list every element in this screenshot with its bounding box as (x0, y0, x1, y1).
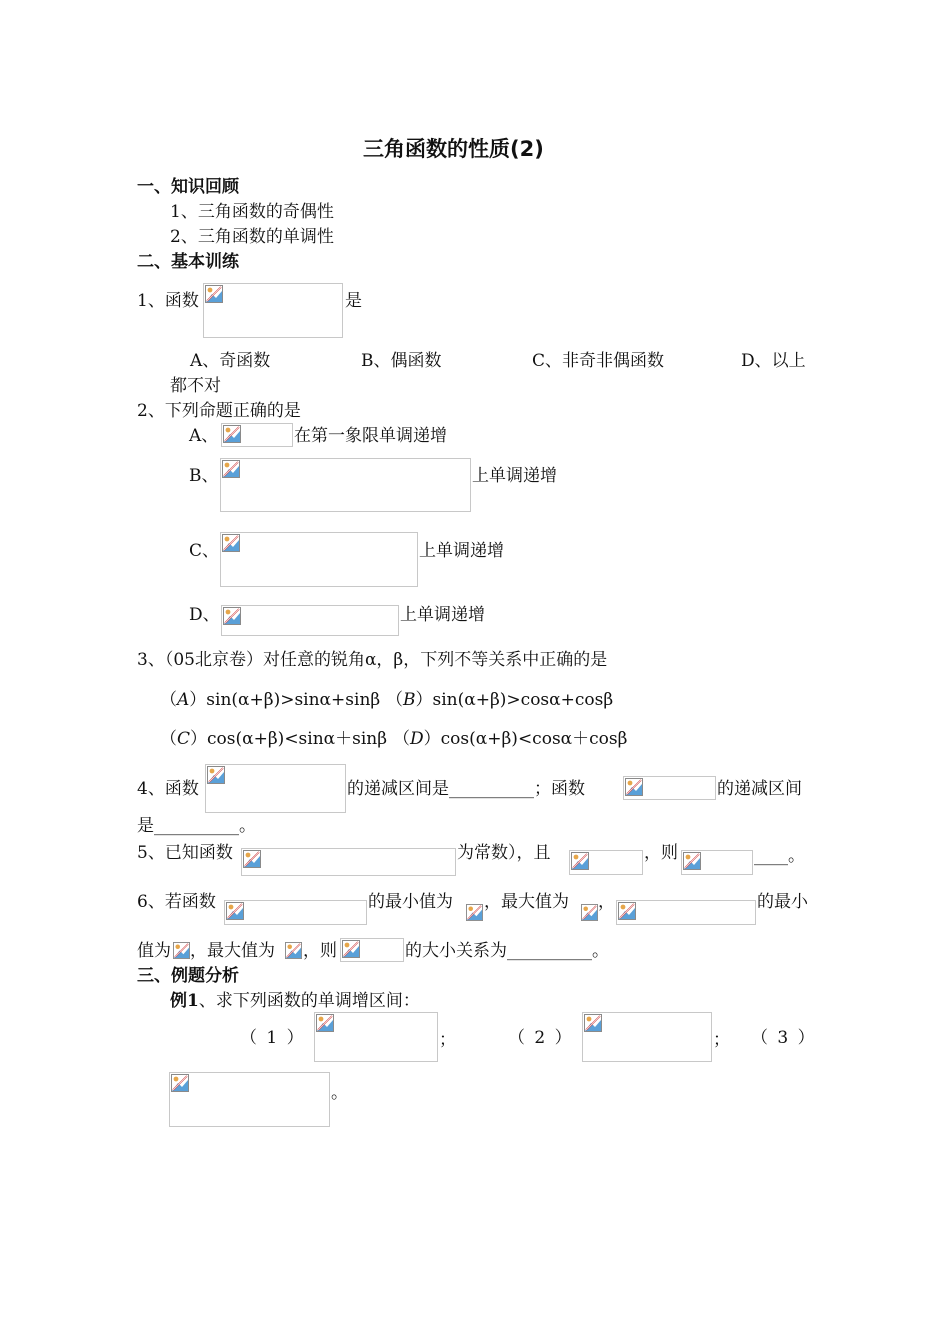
q5-prefix: 5、已知函数 (137, 843, 233, 863)
q1-option-d-wrap: 都不对 (170, 376, 221, 396)
q2-d-text: 上单调递增 (400, 605, 485, 625)
q5-mid1: 为常数），且 (457, 843, 551, 863)
formula-image (173, 942, 190, 959)
q3-option-b: （B）sin(α+β)>cosα+cosβ (386, 690, 614, 710)
formula-image (681, 850, 753, 875)
q3-option-d: （D）cos(α+β)<cosα＋cosβ (393, 729, 628, 749)
page-title: 三角函数的性质(2) (363, 137, 544, 161)
formula-image (623, 776, 716, 800)
broken-image-icon (243, 850, 261, 868)
formula-image (581, 904, 598, 921)
example-end: 。 (331, 1083, 348, 1103)
formula-image (221, 423, 293, 447)
q6-mid1: 的最小值为 (368, 892, 453, 912)
q2-a-text: 在第一象限单调递增 (294, 426, 447, 446)
q4-mid: 的递减区间是__________；函数 (347, 779, 585, 799)
q4-prefix: 4、函数 (137, 779, 199, 799)
q4-wrap: 是__________。 (137, 816, 256, 836)
q6-prefix: 6、若函数 (137, 892, 216, 912)
broken-image-icon (625, 778, 643, 796)
q2-stem: 2、下列命题正确的是 (137, 401, 301, 421)
broken-image-icon (205, 285, 223, 303)
broken-image-icon (226, 902, 244, 920)
broken-image-icon (285, 942, 302, 959)
broken-image-icon (223, 607, 241, 625)
q1-option-b: B、偶函数 (361, 351, 442, 371)
formula-image (285, 942, 302, 959)
formula-image (205, 764, 346, 813)
formula-image (582, 1012, 712, 1062)
q1-suffix: 是 (345, 291, 362, 311)
broken-image-icon (466, 904, 483, 921)
broken-image-icon (618, 902, 636, 920)
review-item-1: 1、三角函数的奇偶性 (170, 202, 334, 222)
q6-line2b: ，最大值为 (190, 941, 275, 961)
formula-image (241, 848, 456, 876)
example-sep-2: ； (713, 1030, 730, 1050)
q1-option-d: D、以上 (741, 351, 806, 371)
broken-image-icon (222, 534, 240, 552)
example-part-1-label: （ 1 ） (240, 1028, 306, 1048)
section-heading-review: 一、知识回顾 (137, 177, 239, 197)
q2-a-label: A、 (189, 426, 219, 446)
q1-option-c: C、非奇非偶函数 (532, 351, 665, 371)
review-item-2: 2、三角函数的单调性 (170, 227, 334, 247)
broken-image-icon (342, 940, 360, 958)
q6-mid2: ，最大值为 (484, 892, 569, 912)
broken-image-icon (581, 904, 598, 921)
broken-image-icon (173, 942, 190, 959)
q5-mid2: ，则 (644, 843, 678, 863)
q6-line2d: 的大小关系为__________。 (405, 941, 609, 961)
broken-image-icon (223, 425, 241, 443)
broken-image-icon (584, 1014, 602, 1032)
example-part-3-label: （ 3 ） (751, 1028, 817, 1048)
example-part-2-label: （ 2 ） (508, 1028, 574, 1048)
q3-option-c: （C）cos(α+β)<sinα＋sinβ (160, 729, 388, 749)
broken-image-icon (571, 852, 589, 870)
q2-d-label: D、 (189, 605, 220, 625)
formula-image (169, 1072, 330, 1127)
q1-prefix: 1、函数 (137, 291, 199, 311)
formula-image (220, 458, 471, 512)
formula-image (203, 283, 343, 338)
broken-image-icon (316, 1014, 334, 1032)
q6-suffix: 的最小 (757, 892, 808, 912)
q1-option-a: A、奇函数 (190, 351, 271, 371)
formula-image (220, 532, 418, 587)
q3-stem: 3、（05北京卷）对任意的锐角α，β，下列不等关系中正确的是 (137, 650, 608, 670)
example-1-stem: 例1、求下列函数的单调增区间： (170, 991, 420, 1011)
example-sep-1: ； (439, 1030, 456, 1050)
section-heading-training: 二、基本训练 (137, 252, 239, 272)
formula-image (569, 850, 643, 875)
q2-c-label: C、 (189, 541, 220, 561)
formula-image (466, 904, 483, 921)
q2-c-text: 上单调递增 (419, 541, 504, 561)
q6-mid3: ， (598, 892, 615, 912)
formula-image (340, 938, 404, 962)
q2-b-text: 上单调递增 (472, 466, 557, 486)
formula-image (616, 900, 756, 925)
q4-suffix: 的递减区间 (717, 779, 802, 799)
broken-image-icon (171, 1074, 189, 1092)
q6-line2a: 值为 (137, 941, 171, 961)
broken-image-icon (207, 766, 225, 784)
formula-image (314, 1012, 438, 1062)
q5-suffix: ____。 (754, 846, 805, 866)
formula-image (224, 900, 367, 925)
section-heading-examples: 三、例题分析 (137, 966, 239, 986)
broken-image-icon (222, 460, 240, 478)
q2-b-label: B、 (189, 466, 219, 486)
q6-line2c: ，则 (303, 941, 337, 961)
broken-image-icon (683, 852, 701, 870)
q3-option-a: （A）sin(α+β)>sinα+sinβ (160, 690, 381, 710)
formula-image (221, 605, 399, 636)
